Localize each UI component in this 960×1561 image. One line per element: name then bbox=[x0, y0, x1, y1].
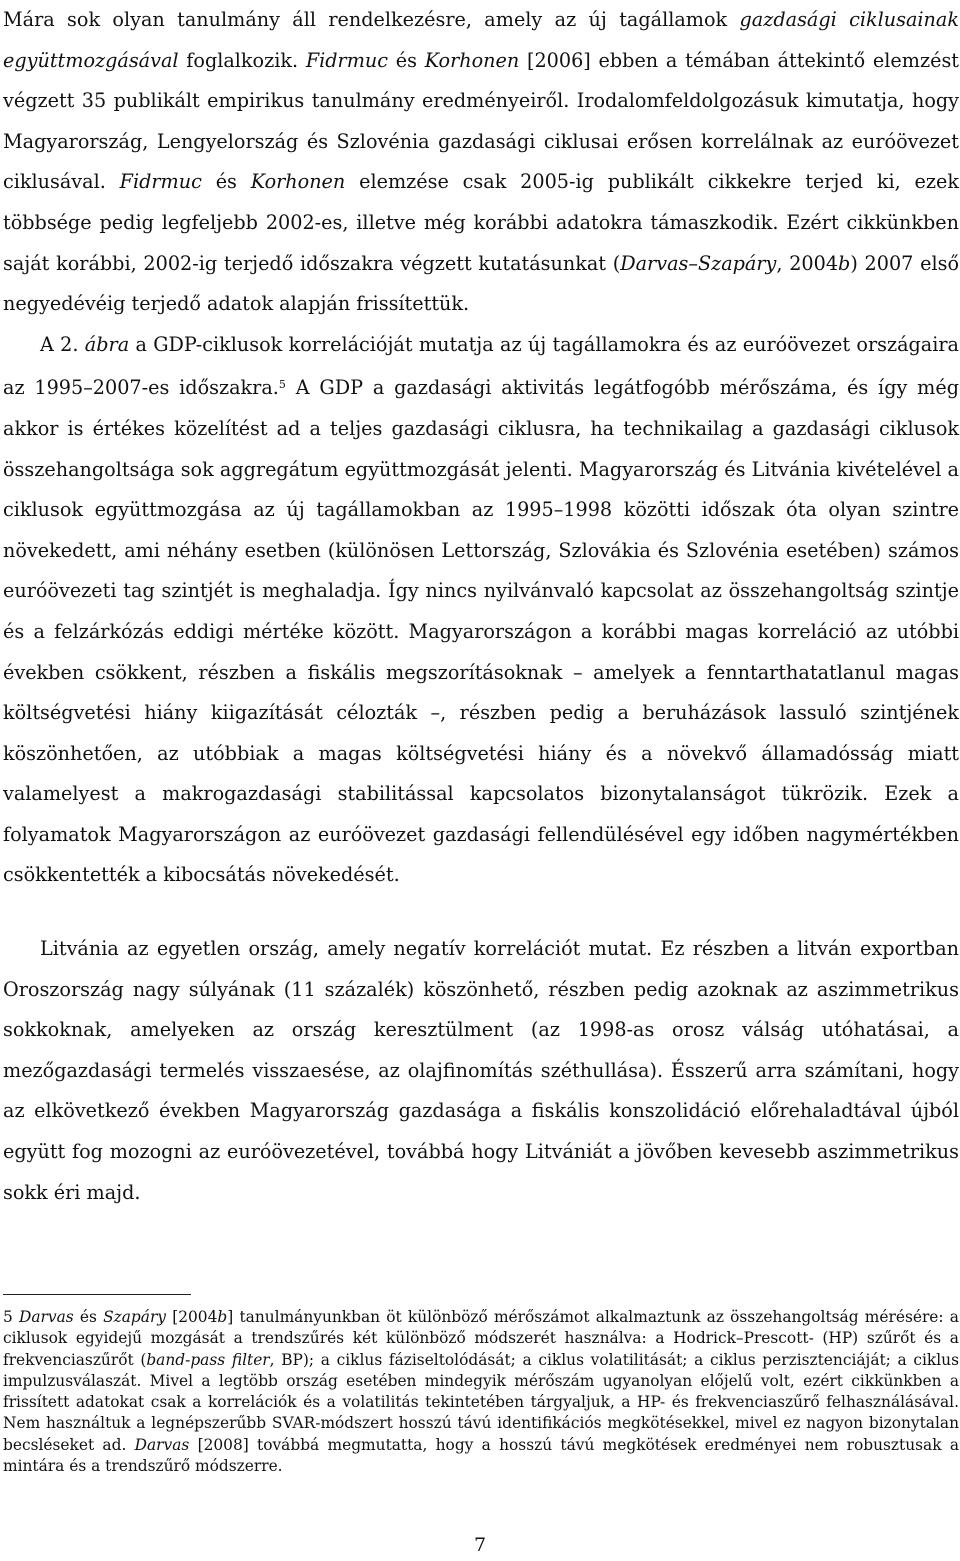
text-run: A 2. bbox=[40, 332, 85, 356]
page-number: 7 bbox=[473, 1534, 487, 1556]
paragraph-1 bbox=[3, 0, 959, 325]
emphasis: band-pass filter bbox=[146, 1350, 270, 1369]
author-name: Fidrmuc bbox=[305, 48, 389, 72]
text-run: foglalkozik. bbox=[178, 48, 306, 72]
text-run: és bbox=[201, 170, 251, 194]
text-run: – bbox=[688, 251, 698, 275]
figure-reference: ábra bbox=[84, 332, 130, 356]
document-body bbox=[3, 0, 959, 1213]
author-name: Szapáry bbox=[697, 251, 777, 275]
footnote bbox=[3, 1307, 959, 1477]
paragraph-3 bbox=[3, 929, 959, 1213]
author-name: Korhonen bbox=[250, 170, 346, 194]
text-run: ] tanulmányunkban öt különböző mérőszámot alkalmaztunk az összehangoltság mérésére: a ciklusok egyidejű mozgását a trendszűrés két különböző módszerét használva: a Hodrick–Prescott- (HP) szűrőt és a frekvenciaszűrőt ( bbox=[3, 1308, 959, 1369]
text-run: a GDP-ciklusok korrelációját mutatja az új tagállamokra és az euróövezet országaira az 1995–2007-es időszakra. bbox=[3, 332, 959, 400]
author-name: Darvas bbox=[134, 1435, 190, 1454]
footnote-number: 5 bbox=[3, 1308, 13, 1326]
text-run: ) 2007 első negyedévéig terjedő adatok alapján frissítettük. bbox=[3, 251, 959, 316]
author-name: Darvas bbox=[620, 251, 689, 275]
text-run: A GDP a gazdasági aktivitás legátfogóbb mérőszáma, és így még akkor is értékes közelítést ad a teljes gazdasági ciklusra, ha technikailag a gazdasági ciklusok összehangoltsága sok aggregátum együttmozgását jelenti. Magyarország és Litvánia kivételével a ciklusok együttmozgása az új tagállamokban az 1995–1998 közötti időszak óta olyan szintre növekedett, ami néhány esetben (különösen Lettország, Szlovákia és Szlovénia esetében) számos euróövezeti tag szintjét is meghaladja. Így nincs nyilvánvaló kapcsolat az összehangoltság szintje és a felzárkózás eddigi mértéke között. Magyarországon a korábbi magas korreláció az utóbbi években csökkent, részben a fiskális megszorításoknak – amelyek a fenntarthatatlanul magas költségvetési hiány kiigazítását célozták –, részben pedig a beruházások lassuló szintjének köszönhetően, az utóbbiak a magas költségvetési hiány és a növekvő államadósság miatt valamelyest a makrogazdasági stabilitással kapcsolatos bizonytalanságot tükrözik. Ezek a folyamatok Magyarországon az euróövezet gazdasági fellendülésével egy időben nagymértékben csökkentették a kibocsátás növekedését. bbox=[3, 376, 959, 887]
emphasis: b bbox=[217, 1308, 228, 1326]
footnote-reference[interactable]: 5 bbox=[278, 378, 286, 392]
text-run: elemzése csak 2005-ig publikált cikkekre terjed ki, ezek többsége pedig legfeljebb 2002-es, illetve még korábbi adatokra támaszkodik. Ezért cikkünkben saját korábbi, 2002-ig terjedő időszakra végzett kutatásunkat ( bbox=[3, 170, 960, 275]
emphasis: b bbox=[838, 251, 851, 275]
text-run: és bbox=[388, 48, 425, 72]
emphasis: gazdasági ciklusainak együttmozgásával bbox=[3, 8, 959, 72]
text-run: [2004 bbox=[166, 1308, 218, 1326]
text-run: és bbox=[73, 1308, 104, 1326]
author-name: Korhonen bbox=[424, 48, 520, 72]
text-run: [2006] ebben a témában áttekintő elemzést végzett 35 publikált empirikus tanulmány eredményeiről. Irodalomfeldolgozásuk kimutatja, hogy Magyarország, Lengyelország és Szlovénia gazdasági ciklusai erősen korrelálnak az euróövezet ciklusával. bbox=[3, 48, 959, 194]
author-name: Szapáry bbox=[103, 1308, 167, 1326]
footnote-separator bbox=[3, 1294, 191, 1295]
text-run: Mára sok olyan tanulmány áll rendelkezésre, amely az új tagállamok bbox=[3, 8, 740, 31]
text-run: [2008] továbbá megmutatta, hogy a hosszú távú megkötések eredményei nem robusztusak a mintára és a trendszűrő módszerre. bbox=[3, 1435, 959, 1476]
author-name: Darvas bbox=[19, 1308, 74, 1326]
text-run: Litvánia az egyetlen ország, amely negatív korrelációt mutat. Ez részben a litván exportban Oroszország nagy súlyának (11 százalék) köszönhető, részben pedig azoknak az aszimmetrikus sokkoknak, amelyeken az ország keresztülment (az 1998-as orosz válság utóhatásai, a mezőgazdasági termelés visszaesése, az olajfinomítás széthullása). Ésszerű arra számítani, hogy az elkövetkező években Magyarország gazdasága a fiskális konszolidáció előrehaladtával újból együtt fog mozogni az euróövezetével, továbbá hogy Litvániát a jövőben kevesebb aszimmetrikus sokk éri majd. bbox=[3, 937, 959, 1204]
paragraph-2 bbox=[3, 325, 959, 896]
paragraph-gap bbox=[3, 896, 959, 929]
author-name: Fidrmuc bbox=[119, 170, 202, 194]
text-run: , 2004 bbox=[776, 251, 839, 275]
text-run: , BP); a ciklus fáziseltolódását; a ciklus volatilitását; a ciklus perzisztenciáját; a ciklus impulzusválaszát. Mivel a legtöbb ország esetében mindegyik mérőszám ugyanolyan előjelű volt, ezért cikkünkben a frissített adatokat csak a korrelációk és a volatilitás tekintetében tárgyaljuk, a HP- és frekvenciaszűrő felhasználásával. Nem használtuk a legnépszerűbb SVAR-módszert hosszú távú identifikációs megkötésekkel, mivel ez nagyon bizonytalan becsléseket ad. bbox=[3, 1350, 959, 1454]
